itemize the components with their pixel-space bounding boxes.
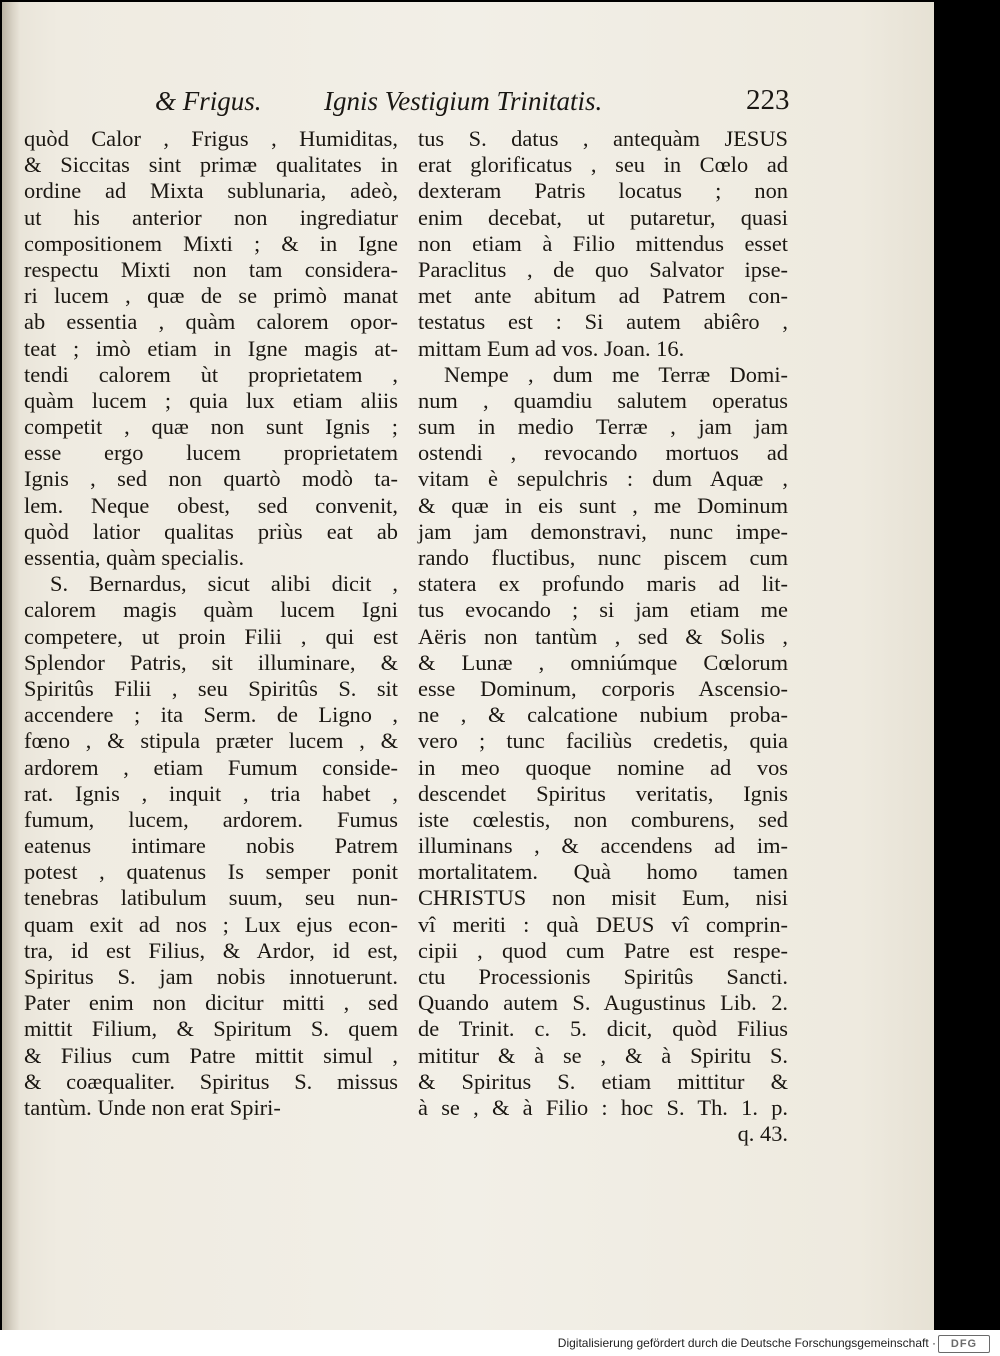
text-line: de Trinit. c. 5. dicit, quòd Filius [418,1016,788,1042]
page-number: 223 [746,84,790,116]
text-line: Nempe , dum me Terræ Domi- [444,361,788,387]
text-line: Aëris non tantùm , sed & Solis , [418,623,788,649]
text-line: met ante abitum ad Patrem con- [418,283,788,309]
text-line: tus S. datus , antequàm JESUS [418,126,788,151]
text-line: tantùm. Unde non erat Spiri- [24,1094,281,1120]
text-line: Ignis , sed non quartò modò ta- [24,466,398,492]
text-line: ordine ad Mixta sublunaria, adeò, [24,178,398,204]
page-gutter [2,2,20,1330]
text-line: ostendi , revocando mortuos ad [418,440,788,466]
text-line: potest , quatenus Is semper ponit [24,859,398,885]
text-line: competit , quæ non sunt Ignis ; [24,414,398,440]
text-line: tendi calorem ùt proprietatem , [24,361,398,387]
text-line: vitam è sepulchris : dum Aquæ , [418,466,788,492]
text-line: cipii , quod cum Patre est respe- [418,937,788,963]
text-line: Spiritus S. jam nobis innotuerunt. [24,964,398,989]
text-line: tenebras latibulum suum, seu nun- [24,885,398,911]
text-line: tra, id est Filius, & Ardor, id est, [24,937,398,963]
text-line: non etiam à Filio mittendus esset [418,230,788,256]
text-line: & Spiritus S. etiam mittitur & [418,1068,788,1094]
text-line: & Siccitas sint primæ qualitates in [24,152,398,178]
text-line: esse Dominum, corporis Ascensio- [418,675,788,701]
text-line: illuminans , & accendens ad im- [418,833,788,859]
text-line: fumum, lucem, ardorem. Fumus [24,806,398,832]
text-line: Pater enim non dicitur mitti , sed [24,990,398,1016]
text-line: mittit Filium, & Spiritum S. quem [24,1016,398,1042]
text-line: eatenus intimare nobis Patrem [24,833,398,859]
text-column-right [418,126,788,1147]
text-line: & Lunæ , omniúmque Cœlorum [418,649,788,675]
text-line: q. 43. [737,1121,788,1147]
text-column-left [24,126,398,1121]
text-line: ab essentia , quàm calorem opor- [24,309,398,335]
dfg-logo: DFG [938,1335,990,1353]
text-line: quòd latior qualitas priùs eat ab [24,518,398,544]
text-line: iste cœlestis, non comburens, sed [418,806,788,832]
text-line: teat ; imò etiam in Igne magis at- [24,335,398,361]
text-line: descendet Spiritus veritatis, Ignis [418,780,788,806]
text-line: jam jam demonstravi, nunc impe- [418,518,788,544]
text-line: ut his anterior non ingrediatur [24,204,398,230]
digitization-footer [0,1330,1000,1356]
text-line: Paraclitus , de quo Salvator ipse- [418,256,788,282]
text-line: dexteram Patris locatus ; non [418,178,788,204]
text-line: vî meriti : quà DEUS vî comprin- [418,911,788,937]
text-line: quòd Calor , Frigus , Humiditas, [24,126,398,151]
text-line: vero ; tunc faciliùs credetis, quia [418,728,788,754]
text-line: compositionem Mixti ; & in Igne [24,230,398,256]
text-line: CHRISTUS non misit Eum, nisi [418,885,788,911]
text-line: Splendor Patris, sit illuminare, & [24,649,398,675]
text-line: & Filius cum Patre mittit simul , [24,1042,398,1068]
text-line: S. Bernardus, sicut alibi dicit , [50,571,398,597]
text-line: mititur & à se , & à Spiritu S. [418,1042,788,1068]
text-line: ri lucem , quæ de se primò manat [24,283,398,309]
text-line: quam exit ad nos ; Lux ejus econ- [24,911,398,937]
text-line: esse ergo lucem proprietatem [24,440,398,466]
text-line: à se , & à Filio : hoc S. Th. 1. p. [418,1094,788,1120]
text-line: & coæqualiter. Spiritus S. missus [24,1068,398,1094]
text-line: mittam Eum ad vos. Joan. 16. [418,335,685,361]
text-line: sum in medio Terræ , jam jam [418,414,788,440]
text-line: essentia, quàm specialis. [24,545,245,570]
running-head [2,86,934,126]
text-line: tus evocando ; si jam etiam me [418,597,788,623]
text-line: accendere ; ita Serm. de Ligno , [24,702,398,728]
text-line: statera ex profundo maris ad lit- [418,571,788,597]
text-line: fœno , & stipula præter lucem , & [24,728,398,754]
text-line: ardorem , etiam Fumum conside- [24,754,398,780]
text-line: lem. Neque obest, sed convenit, [24,492,398,518]
text-line: calorem magis quàm lucem Igni [24,597,398,623]
text-line: & quæ in eis sunt , me Dominum [418,492,788,518]
text-line: Spiritûs Filii , seu Spiritûs S. sit [24,675,398,701]
text-line: mortalitatem. Quà homo tamen [418,859,788,885]
running-head-left: & Frigus. [155,86,262,116]
text-line: erat glorificatus , seu in Cœlo ad [418,152,788,178]
text-line: Quando autem S. Augustinus Lib. 2. [418,990,788,1016]
text-line: ne , & calcatione nubium proba- [418,702,788,728]
text-line: rando fluctibus, nunc piscem cum [418,545,788,570]
text-line: rat. Ignis , inquit , tria habet , [24,780,398,806]
text-line: quàm lucem ; quia lux etiam aliis [24,387,398,413]
text-line: respectu Mixti non tam considera- [24,256,398,282]
text-line: num , quamdiu salutem operatus [418,387,788,413]
text-line: enim decebat, ut putaretur, quasi [418,204,788,230]
footer-credit: Digitalisierung gefördert durch die Deutsche Forschungsgemeinschaft · [557,1336,936,1350]
running-head-title: Ignis Vestigium Trinitatis. [324,86,603,116]
text-line: in meo quoque nomine ad vos [418,754,788,780]
text-line: ctu Processionis Spiritûs Sancti. [418,964,788,989]
text-line: testatus est : Si autem abiêro , [418,309,788,335]
text-line: competere, ut proin Filii , qui est [24,623,398,649]
book-page [2,2,934,1330]
